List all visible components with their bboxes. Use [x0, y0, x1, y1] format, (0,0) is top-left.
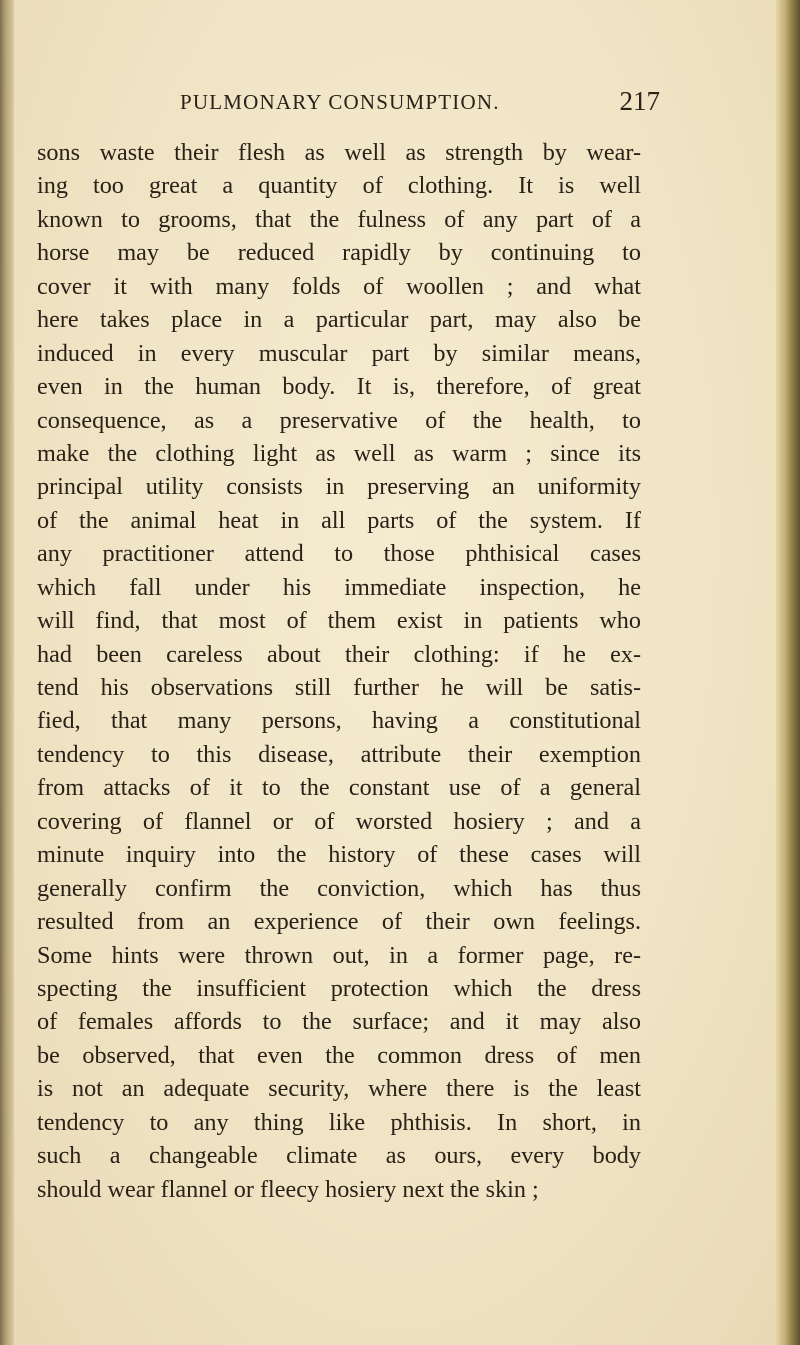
- text-line: consequence, as a preservative of the health, to: [37, 406, 641, 434]
- text-line: horse may be reduced rapidly by continuing to: [37, 239, 641, 267]
- text-line: should wear flannel or fleecy hosiery next the skin ;: [37, 1175, 539, 1203]
- text-line: any practitioner attend to those phthisical cases: [37, 540, 641, 568]
- text-line: such a changeable climate as ours, every body: [37, 1142, 641, 1170]
- text-line: will find, that most of them exist in patients who: [37, 607, 641, 635]
- text-line: Some hints were thrown out, in a former page, re-: [37, 941, 641, 969]
- text-line: generally confirm the conviction, which has thus: [37, 874, 641, 902]
- text-line: minute inquiry into the history of these cases will: [37, 841, 641, 869]
- text-line: ing too great a quantity of clothing. It is well: [37, 172, 641, 200]
- text-line: tendency to this disease, attribute their exemption: [37, 740, 641, 768]
- text-line: be observed, that even the common dress of men: [37, 1041, 641, 1069]
- text-line: of the animal heat in all parts of the system. If: [37, 506, 641, 534]
- text-line: specting the insufficient protection which the dress: [37, 974, 641, 1002]
- text-line: from attacks of it to the constant use of a general: [37, 774, 641, 802]
- page-header: [150, 88, 660, 122]
- text-line: principal utility consists in preserving an uniformity: [37, 473, 641, 501]
- page-binding-shadow: [0, 0, 14, 1345]
- body-text: [37, 136, 641, 1206]
- text-line: is not an adequate security, where there is the least: [37, 1075, 641, 1103]
- text-line: tend his observations still further he will be satis-: [37, 674, 641, 701]
- text-line: induced in every muscular part by similar means,: [37, 339, 641, 367]
- text-line: had been careless about their clothing: if he ex-: [37, 640, 641, 668]
- text-line: here takes place in a particular part, may also be: [37, 306, 641, 334]
- text-line: tendency to any thing like phthisis. In short, in: [37, 1108, 641, 1136]
- text-line: even in the human body. It is, therefore, of great: [37, 373, 641, 401]
- text-line: fied, that many persons, having a constitutional: [37, 707, 641, 735]
- text-line: covering of flannel or of worsted hosiery ; and a: [37, 807, 641, 835]
- page-number: 217: [619, 86, 660, 116]
- text-line: cover it with many folds of woollen ; and what: [37, 272, 641, 300]
- page-edge: [776, 0, 800, 1345]
- text-line: make the clothing light as well as warm ; since its: [37, 439, 641, 467]
- text-line: known to grooms, that the fulness of any part of a: [37, 205, 641, 233]
- text-line: resulted from an experience of their own feelings.: [37, 908, 641, 936]
- text-line: sons waste their flesh as well as strength by wear-: [37, 139, 641, 166]
- text-line: which fall under his immediate inspection, he: [37, 573, 641, 601]
- running-head: PULMONARY CONSUMPTION.: [180, 90, 500, 114]
- text-line: of females affords to the surface; and it may also: [37, 1008, 641, 1036]
